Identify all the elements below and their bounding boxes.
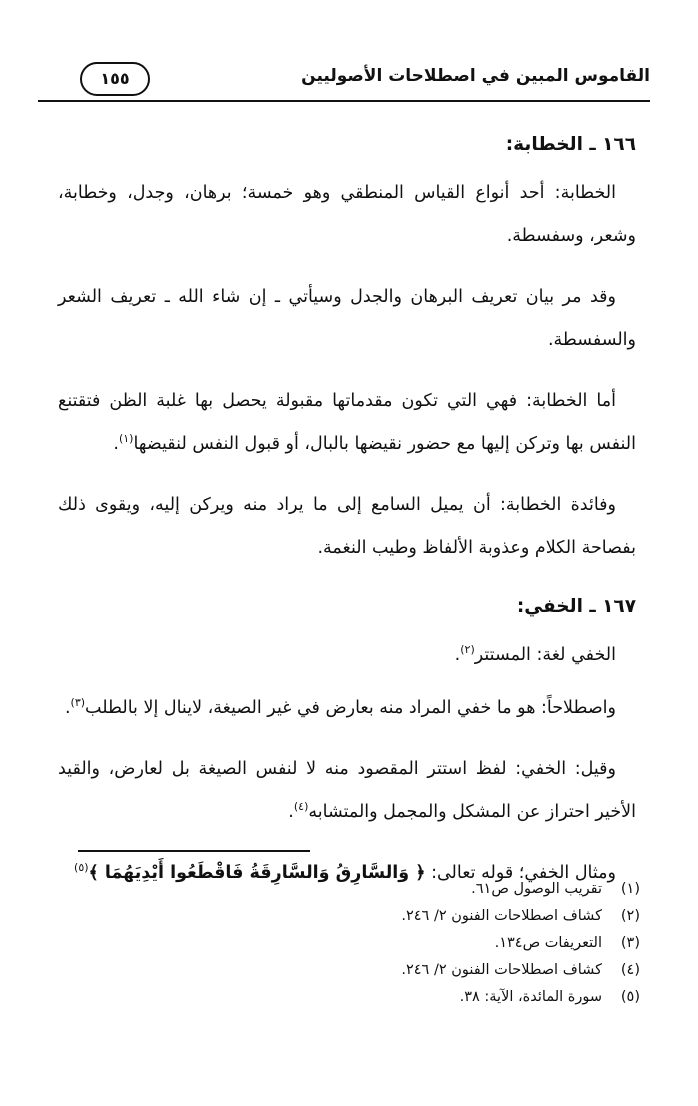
footnotes-list (80, 876, 640, 1011)
page-number: ١٥٥ (80, 62, 150, 96)
paragraph-end: . (288, 802, 294, 822)
page-body (58, 118, 636, 913)
footnote-item (80, 876, 640, 903)
footnote-ref: (٤) (293, 800, 309, 814)
footnote-item (80, 984, 640, 1011)
footnote-ref: (٢) (460, 643, 475, 657)
paragraph (58, 687, 636, 730)
paragraph (58, 748, 636, 834)
entry-heading-khitaba: ١٦٦ ـ الخطابة: (505, 134, 636, 155)
footnote-ref: (١) (118, 432, 134, 446)
page-header (38, 60, 650, 102)
paragraph (58, 380, 636, 466)
paragraph (58, 634, 636, 677)
paragraph-text: أما الخطابة: فهي التي تكون مقدماتها مقبولة يحصل بها غلبة الظن فتقتنع النفس بها وتركن إليها مع حضور نقيضها بالبال، أو قبول النفس لنقيضها (58, 391, 636, 454)
paragraph-text: وقيل: الخفي: لفظ استتر المقصود منه لا لنفس الصيغة بل لعارض، والقيد الأخير احتراز عن المشكل والمجمل والمتشابه (58, 759, 636, 822)
footnote-ref: (٥) (74, 861, 89, 875)
footnote-text: تقريب الوصول ص٦١. (471, 881, 602, 897)
paragraph-end: . (454, 645, 461, 665)
footnote-number: (٣) (620, 935, 640, 951)
entry-heading-khafi: ١٦٧ ـ الخفي: (516, 596, 636, 617)
paragraph-text: الخفي لغة: المستتر (474, 645, 616, 665)
footnote-number: (٤) (620, 962, 640, 978)
paragraph-end: . (113, 434, 119, 454)
paragraph: وقد مر بيان تعريف البرهان والجدل وسيأتي ـ إن شاء الله ـ تعريف الشعر والسفسطة. (58, 287, 636, 350)
footnote-ref: (٣) (70, 696, 86, 710)
footnote-item (80, 903, 640, 930)
paragraph: وفائدة الخطابة: أن يميل السامع إلى ما يراد منه ويركن إليه، ويقوى ذلك بفصاحة الكلام وعذوبة الألفاظ وطيب النغمة. (58, 495, 636, 558)
footnote-item (80, 930, 640, 957)
footnote-text: كشاف اصطلاحات الفنون ٢/ ٢٤٦. (401, 908, 602, 924)
footnote-number: (١) (620, 881, 640, 897)
paragraph: الخطابة: أحد أنواع القياس المنطقي وهو خمسة؛ برهان، وجدل، وخطابة، وشعر، وسفسطة. (58, 183, 636, 246)
footnote-text: التعريفات ص١٣٤. (494, 935, 602, 951)
footnote-item (80, 957, 640, 984)
footnote-divider (78, 850, 310, 852)
footnote-text: كشاف اصطلاحات الفنون ٢/ ٢٤٦. (401, 962, 602, 978)
paragraph-text: واصطلاحاً: هو ما خفي المراد منه بعارض في غير الصيغة، لاينال إلا بالطلب (85, 698, 616, 718)
running-title: القاموس المبين في اصطلاحات الأصوليين (301, 66, 650, 86)
footnote-number: (٥) (620, 989, 640, 1005)
footnote-number: (٢) (620, 908, 640, 924)
paragraph-end: . (64, 698, 71, 718)
paragraph-text: ومثال الخفي؛ قوله تعالى: (425, 863, 616, 883)
quran-verse: ﴿ وَالسَّارِقُ وَالسَّارِقَةُ فَاقْطَعُوا أَيْدِيَهُمَا ﴾ (88, 863, 426, 883)
footnote-text: سورة المائدة، الآية: ٣٨. (459, 989, 602, 1005)
